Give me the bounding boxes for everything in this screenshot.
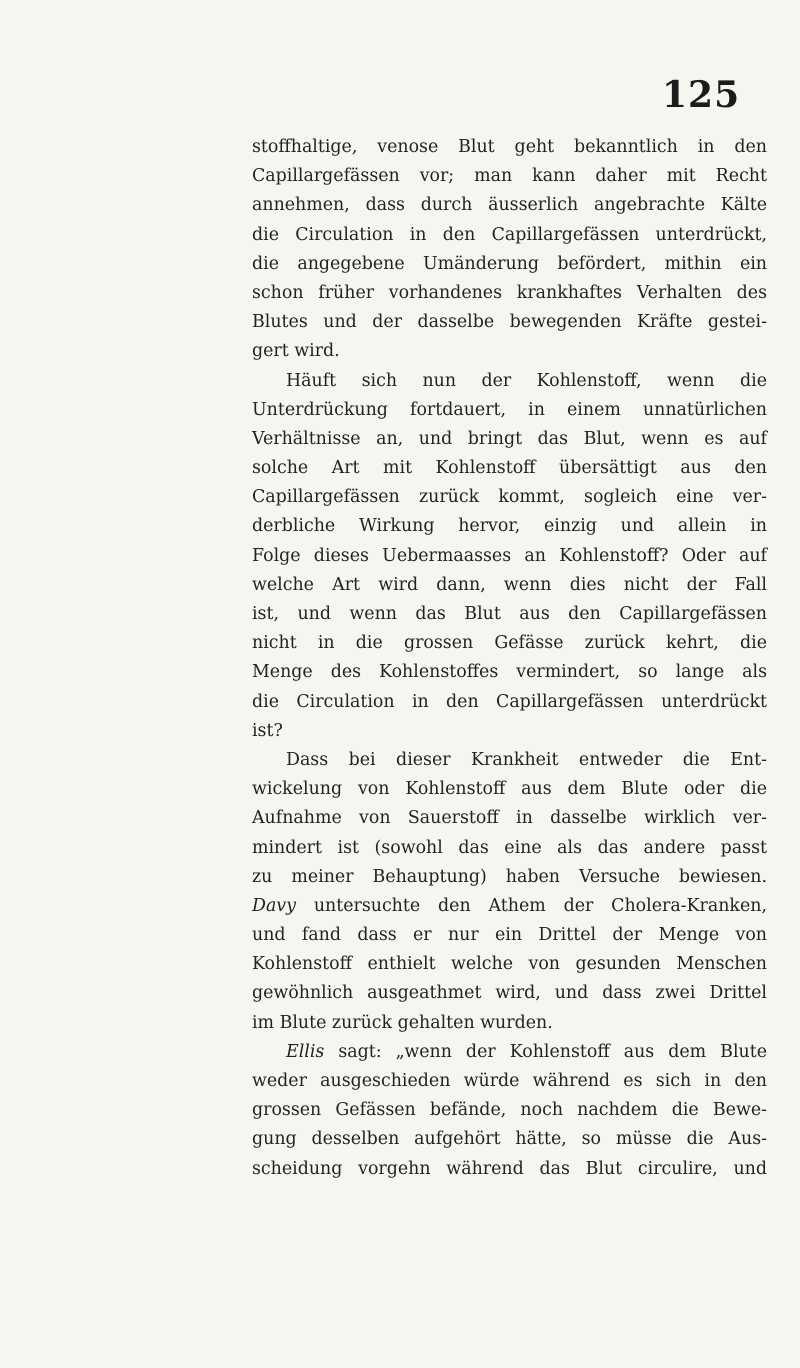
text-line: gewöhnlich ausgeathmet wird, und dass zwei Drittel: [252, 983, 767, 1004]
text-line: schon früher vorhandenes krankhaftes Verhalten des: [252, 282, 767, 303]
text-line: Capillargefässen zurück kommt, sogleich eine ver-: [252, 487, 767, 508]
text-line: Menge des Kohlenstoffes vermindert, so lange als: [252, 662, 767, 683]
text-line: Blutes und der dasselbe bewegenden Kräfte gestei-: [252, 312, 767, 333]
text-line: derbliche Wirkung hervor, einzig und allein in: [252, 516, 767, 537]
text-line: scheidung vorgehn während das Blut circulire, und: [252, 1158, 767, 1179]
text-line: welche Art wird dann, wenn dies nicht der Fall: [252, 574, 767, 595]
text-line: nicht in die grossen Gefässe zurück kehrt, die: [252, 633, 767, 654]
text-line: zu meiner Behauptung) haben Versuche bewiesen.: [252, 866, 767, 887]
paragraph: [252, 133, 767, 367]
text-line: Davy untersuchte den Athem der Cholera-Kranken,: [252, 895, 767, 916]
paragraph: [252, 746, 767, 1038]
author-name: Davy: [252, 895, 296, 916]
text-line: die Circulation in den Capillargefässen unterdrückt: [252, 691, 767, 712]
text-line: Unterdrückung fortdauert, in einem unnatürlichen: [252, 399, 767, 420]
text-line: annehmen, dass durch äusserlich angebrachte Kälte: [252, 195, 767, 216]
text-line: stoffhaltige, venose Blut geht bekanntlich in den: [252, 137, 767, 157]
text-line: wickelung von Kohlenstoff aus dem Blute oder die: [252, 779, 767, 800]
text-line: im Blute zurück gehalten wurden.: [252, 1012, 553, 1033]
text-line: Kohlenstoff enthielt welche von gesunden Menschen: [252, 954, 767, 975]
body-text: [252, 133, 767, 1184]
text-line: ist, und wenn das Blut aus den Capillargefässen: [252, 604, 767, 624]
text-line: die angegebene Umänderung befördert, mithin ein: [252, 253, 767, 274]
text-line: Dass bei dieser Krankheit entweder die Ent-: [286, 749, 767, 770]
text-line: Ellis sagt: „wenn der Kohlenstoff aus dem Blute: [286, 1041, 767, 1062]
text-line: ist?: [252, 720, 283, 741]
text-line: Aufnahme von Sauerstoff in dasselbe wirklich ver-: [252, 808, 767, 829]
text-line: gung desselben aufgehört hätte, so müsse die Aus-: [252, 1129, 767, 1150]
text-line: solche Art mit Kohlenstoff übersättigt aus den: [252, 458, 767, 479]
paragraph: [252, 367, 767, 746]
text-line: und fand dass er nur ein Drittel der Menge von: [252, 925, 767, 946]
text-line: grossen Gefässen befände, noch nachdem die Bewe-: [252, 1100, 767, 1121]
text-line: mindert ist (sowohl das eine als das andere passt: [252, 837, 767, 858]
author-name: Ellis: [286, 1041, 325, 1062]
text-line: gert wird.: [252, 341, 340, 362]
page-number: 125: [662, 74, 741, 116]
paragraph: [252, 1038, 767, 1184]
text-line: Folge dieses Uebermaasses an Kohlenstoff? Oder auf: [252, 545, 767, 566]
text-line: Häuft sich nun der Kohlenstoff, wenn die: [286, 370, 767, 391]
text-line: weder ausgeschieden würde während es sich in den: [252, 1071, 767, 1091]
text-line: die Circulation in den Capillargefässen unterdrückt,: [252, 224, 767, 245]
text-line: Verhältnisse an, und bringt das Blut, wenn es auf: [252, 428, 767, 449]
text-line: Capillargefässen vor; man kann daher mit Recht: [252, 166, 767, 187]
